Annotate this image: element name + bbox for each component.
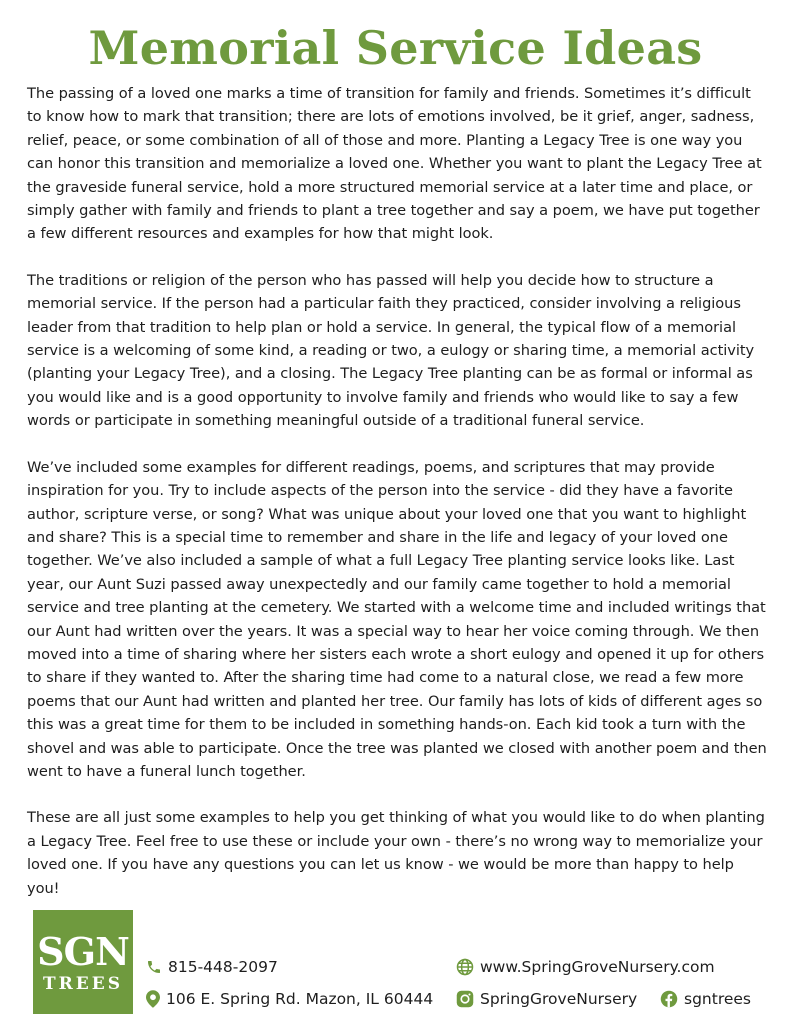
facebook-handle: sgntrees (684, 990, 751, 1008)
body-text (27, 82, 767, 923)
sgn-trees-logo (33, 910, 133, 1014)
contact-facebook[interactable] (660, 990, 751, 1008)
paragraph-intro: The passing of a loved one marks a time of transition for family and friends. Sometimes it’s difficult to know how to mark that transition; there are lots of emotions involved, be it grief, anger, sadness, relief, peace, or some combination of all of those and more. Planting a Legacy Tree is one way you can honor this transition and memorialize a loved one. Whether you want to plant the Legacy Tree at the graveside funeral service, hold a more structured memorial service at a later time and place, or simply gather with family and friends to plant a tree together and say a poem, we have put together a few different resources and examples for how that might look. (27, 85, 762, 243)
paragraph-examples: We’ve included some examples for different readings, poems, and scriptures that may provide inspiration for you. Try to include aspects of the person into the service - did they have a favorite author, scripture verse, or song? What was unique about your loved one that you want to highlight and share? This is a special time to remember and share in the life and legacy of your loved one together. We’ve also included a sample of what a full Legacy Tree planting service looks like. Last year, our Aunt Suzi passed away unexpectedly and our family came together to hold a memorial service and tree planting at the cemetery. We started with a welcome time and included writings that our Aunt had written over the years. It was a special way to hear her voice coming through. We then moved into a time of sharing where her sisters each wrote a short eulogy and opened it up for others to share if they wanted to. After the sharing time had come to a natural close, we read a few more poems that our Aunt had written and planted her tree. Our family has lots of kids of different ages so this was a great time for them to be included in something hands-on. Each kid took a turn with the shovel and was able to participate. Once the tree was planted we closed with another poem and then went to have a funeral lunch together. (27, 458, 767, 780)
contact-phone[interactable] (146, 958, 278, 976)
instagram-handle: SpringGroveNursery (480, 990, 638, 1008)
logo-mark: SGN (37, 929, 129, 974)
location-pin-icon (146, 990, 160, 1008)
phone-icon (146, 959, 162, 975)
footer (0, 906, 791, 1024)
logo-subtitle: TREES (43, 974, 123, 994)
instagram-icon (456, 990, 474, 1008)
paragraph-closing: These are all just some examples to help you get thinking of what you would like to do when planting a Legacy Tree. Feel free to use these or include your own - there’s no wrong way to memorialize your loved one. If you have any questions you can let us know - we would be more than happy to help you! (27, 809, 765, 897)
facebook-icon (660, 990, 678, 1008)
address-text: 106 E. Spring Rd. Mazon, IL 60444 (166, 990, 434, 1008)
contact-website[interactable] (456, 958, 715, 976)
globe-icon (456, 958, 474, 976)
contact-instagram[interactable] (456, 990, 637, 1008)
website-link: www.SpringGroveNursery.com (480, 958, 715, 976)
paragraph-traditions: The traditions or religion of the person who has passed will help you decide how to structure a memorial service. If the person had a particular faith they practiced, consider involving a religious leader from that tradition to help plan or hold a service. In general, the typical flow of a memorial service is a welcoming of some kind, a reading or two, a eulogy or sharing time, a memorial activity (planting your Legacy Tree), and a closing. The Legacy Tree planting can be as formal or informal as you would like and is a good opportunity to involve family and friends who would like to say a few words or participate in something meaningful outside of a traditional funeral service. (27, 271, 755, 430)
contact-address[interactable] (146, 990, 433, 1008)
phone-number: 815-448-2097 (168, 958, 278, 976)
page-title: Memorial Service Ideas (88, 21, 703, 75)
